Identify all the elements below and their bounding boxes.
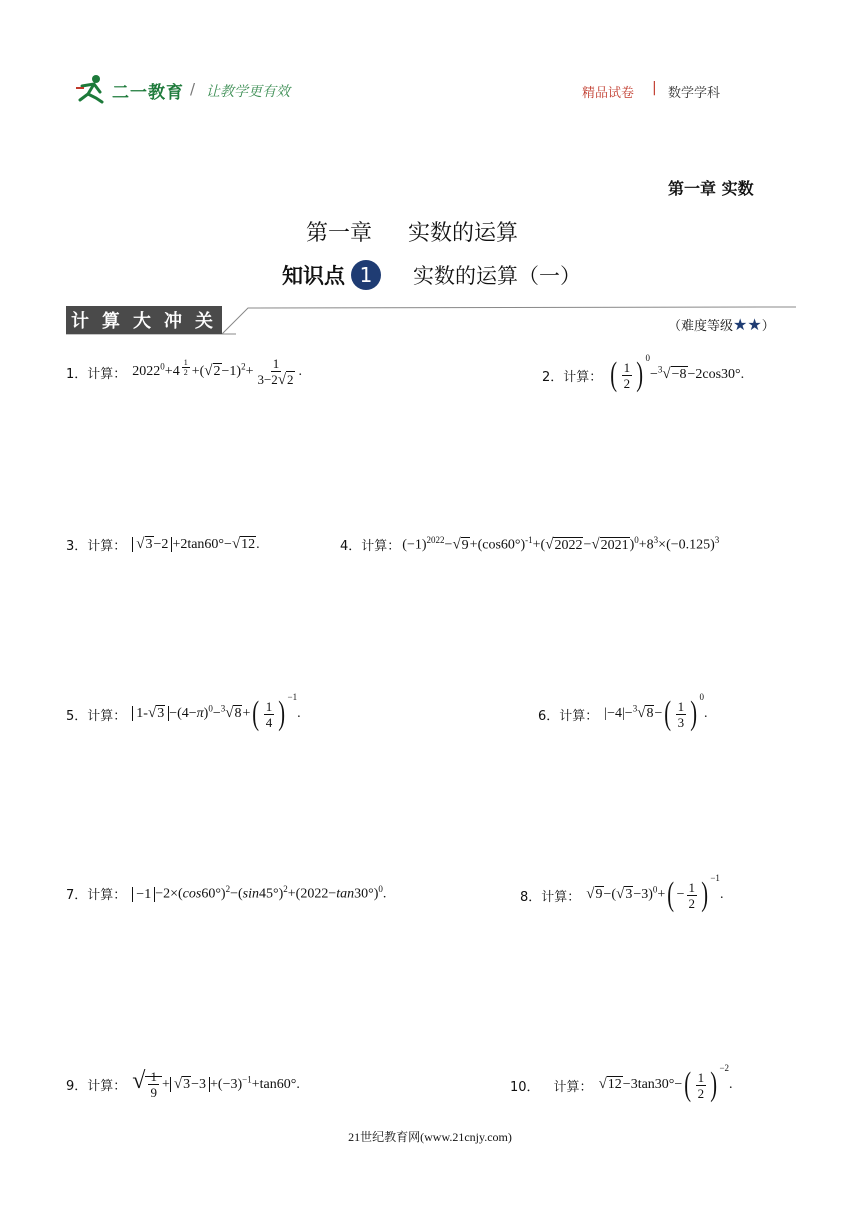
- problem-number: 3．: [66, 539, 88, 554]
- problem-cue: 计算：: [361, 539, 401, 554]
- problem-number: 6．: [538, 708, 560, 724]
- problem-cue: 计算：: [87, 539, 127, 554]
- problem-expression: |−4|−$^3$√8−( $\frac{1}{3}$ ) $^0$.: [604, 691, 708, 732]
- problem-number: 7．: [66, 888, 88, 903]
- problem-number: 5．: [66, 708, 88, 724]
- brand-slogan: 让教学更有效: [206, 84, 290, 100]
- problem-cue: 计算：: [87, 366, 127, 382]
- problem-1: [66, 356, 302, 388]
- brand-name: 二一教育: [112, 83, 184, 103]
- difficulty-label: （难度等级: [668, 319, 734, 334]
- problem-number: 2．: [542, 369, 564, 385]
- header-slash: /: [190, 80, 196, 98]
- problem-8: [520, 872, 724, 913]
- banner-char: 计: [71, 311, 89, 332]
- problem-2: [542, 352, 745, 393]
- title-topic: 实数的运算: [408, 221, 519, 246]
- problem-6: [538, 691, 708, 732]
- banner-char: 大: [133, 311, 151, 332]
- problem-expression: √12−3tan30°−( $\frac{1}{2}$ ) $^{-2}$.: [598, 1062, 733, 1103]
- problem-number: 10．: [510, 1079, 540, 1095]
- title-chapter: 第一章: [306, 221, 373, 246]
- problem-expression: $2022^0+4$ $^{\frac{1}{2}}$ $+(√2-1)^2+$ $\frac{1}{3-2√2}$ .: [132, 356, 303, 388]
- problem-expression: $√9-(√3-3)^0+$( − $\frac{1}{2}$ ) $^{-1}$.: [586, 872, 724, 913]
- tag-separator: |: [652, 80, 657, 96]
- banner-char: 算: [102, 311, 120, 332]
- difficulty-close: ）: [761, 319, 775, 334]
- problem-cue: 计算：: [87, 888, 127, 903]
- problem-cue: 计算：: [87, 1078, 127, 1094]
- problem-expression: $(-1)^{2022}-√9+(\cos 60^\circ)^{-1}+(√2022-√2021)^0+8^3\times(-0.125)^3$: [402, 535, 720, 553]
- difficulty-level: [668, 315, 775, 334]
- problem-number: 4．: [340, 539, 362, 554]
- knowledge-point-heading: [282, 258, 581, 292]
- knowledge-point-number-badge: 1: [351, 260, 381, 290]
- problem-7: [66, 884, 386, 903]
- problem-cue: 计算：: [559, 708, 599, 724]
- problem-cue: 计算：: [563, 369, 603, 385]
- tag-premium: 精品试卷: [582, 86, 635, 101]
- problem-number: 8．: [520, 889, 542, 905]
- page-footer: 21世纪教育网(www.21cnjy.com): [348, 1130, 512, 1144]
- problem-cue: 计算：: [87, 708, 127, 724]
- problem-expression: √ $\frac{1}{9}$ + $√3-3 +(-3)^{-1}+\tan 60^\circ$.: [132, 1068, 300, 1101]
- chapter-label: 第一章 实数: [668, 179, 754, 198]
- problem-cue: 计算：: [553, 1079, 593, 1095]
- problem-cue: 计算：: [541, 889, 581, 905]
- problem-expression: √3−2 +2tan60°−√12.: [132, 536, 259, 553]
- section-banner: [66, 306, 222, 334]
- runner-logo-icon: [74, 74, 108, 104]
- problem-number: 9．: [66, 1078, 88, 1094]
- problem-5: [66, 691, 301, 732]
- problem-expression: $1-√3 -(4-\pi)^0-^3√8+$( $\frac{1}{4}$ ) $^{-1}$.: [132, 697, 300, 731]
- problem-expression: ( $\frac{1}{2}$ ) $^0$−$^3$√−8−2cos30°.: [610, 352, 745, 393]
- problem-number: 1．: [66, 366, 88, 382]
- banner-char: 关: [195, 311, 213, 332]
- problem-3: [66, 535, 260, 554]
- banner-char: 冲: [164, 311, 182, 332]
- problem-9: [66, 1068, 300, 1100]
- knowledge-point-title: 实数的运算（一）: [413, 264, 581, 288]
- problem-4: [340, 535, 719, 554]
- knowledge-point-label: 知识点: [282, 264, 345, 288]
- tag-subject: 数学学科: [668, 86, 721, 101]
- difficulty-stars-icon: ★★: [733, 315, 762, 334]
- problem-10: [510, 1062, 733, 1103]
- page-title: [306, 216, 518, 247]
- problem-expression: $-1 -2\times(\cos 60^\circ)^2-(\sin 45^\circ)^2+(2022-\tan 30^\circ)^0$.: [132, 884, 386, 903]
